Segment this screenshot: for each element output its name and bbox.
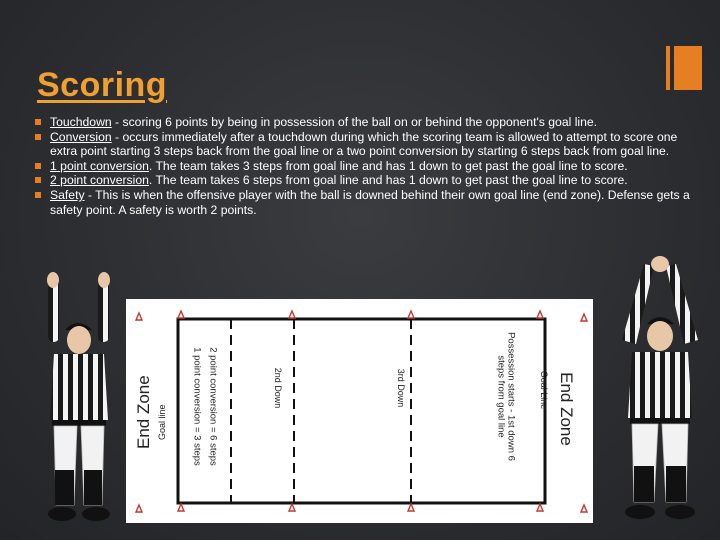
bullet-touchdown (34, 115, 694, 130)
bullet-text: - This is when the offensive player with the ball is downed behind their own goal line (end zone). Defense gets a safety point. A safety is worth 2 points. (50, 187, 690, 217)
accent-bar-thick (674, 46, 702, 90)
referee-touchdown-illustration (8, 270, 126, 532)
bullet-marker (35, 119, 41, 125)
slide-title: Scoring (37, 66, 168, 104)
bullet-term: Safety (50, 187, 85, 202)
conversion-2pt-label: 2 point conversion = 6 steps (207, 347, 219, 466)
bullet-safety (34, 188, 694, 217)
down-2-label: 2nd Down (273, 367, 283, 409)
possession-start-label: Possession starts - 1st down 6 (505, 332, 517, 461)
bullet-term: Touchdown (50, 115, 112, 129)
bullet-term: 1 point conversion (50, 158, 149, 173)
left-end-zone-label: End Zone (134, 375, 153, 449)
bullet-marker (35, 134, 41, 140)
conversion-1pt-label: 1 point conversion = 3 steps (191, 347, 203, 466)
accent-bar-thin (666, 46, 670, 90)
bullet-conversion (34, 130, 694, 159)
right-goal-line-label: Goal Line (539, 370, 549, 410)
bullet-text: . The team takes 3 steps from goal line and has 1 down to get past the goal line to score. (148, 158, 628, 173)
field-diagram (126, 299, 593, 523)
possession-start-label-2: steps from goal line (495, 355, 507, 438)
bullet-marker (35, 163, 41, 169)
bullet-text: - occurs immediately after a touchdown during which the scoring team is allowed to attempt to score one extra point starting 3 steps back from the goal line or a two point conversion by starting 6 steps back from goal line. (50, 129, 678, 159)
bullet-marker (35, 177, 41, 183)
bullet-term: 2 point conversion (50, 173, 149, 188)
referee-safety-illustration (600, 256, 720, 526)
bullet-text: - scoring 6 points by being in possession of the ball on or behind the opponent's goal line. (111, 115, 598, 129)
bullet-text: . The team takes 6 steps from goal line and has 1 down to get past the goal line to score. (148, 173, 628, 188)
bullet-term: Conversion (50, 129, 112, 144)
bullet-marker (35, 192, 41, 198)
bullet-1pt-conversion (34, 159, 694, 174)
bullet-list (34, 115, 694, 217)
bullet-2pt-conversion (34, 173, 694, 188)
right-end-zone-label: End Zone (557, 372, 576, 446)
left-goal-line-label: Goal line (157, 404, 167, 440)
down-3-label: 3rd Down (396, 368, 406, 408)
